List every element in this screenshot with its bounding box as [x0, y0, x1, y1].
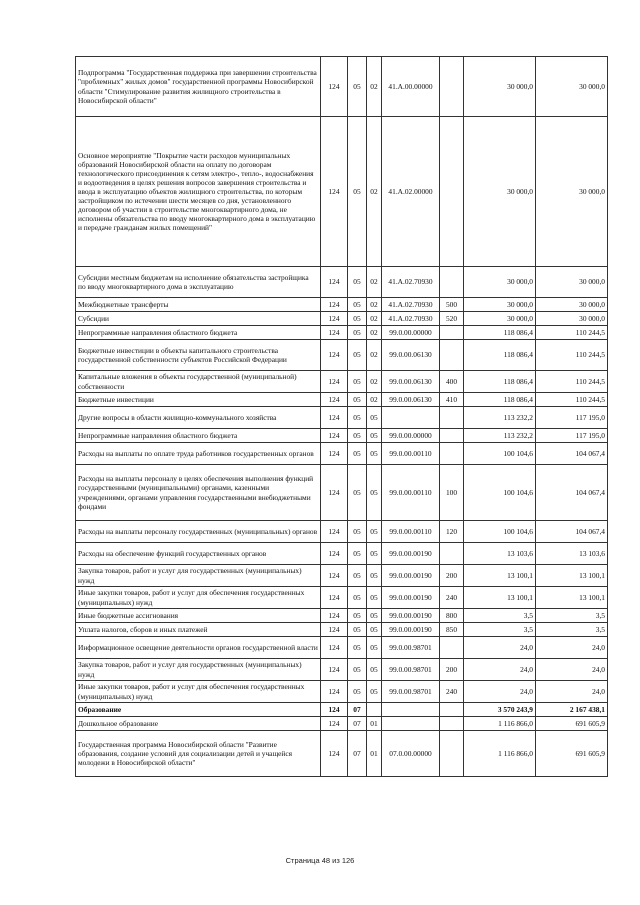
row-target-article: 99.0.00.00190: [382, 587, 440, 609]
row-name: Бюджетные инвестиции в объекты капитального строительства государственной собственности субъектов Российской Федерации: [76, 340, 321, 371]
row-name: Уплата налогов, сборов и иных платежей: [76, 623, 321, 637]
table-row: [76, 623, 608, 637]
row-sum-year1: 24,0: [464, 637, 536, 659]
row-expense-type: [440, 57, 464, 117]
row-name: Расходы на выплаты персоналу государственных (муниципальных) органов: [76, 521, 321, 543]
row-name: Непрограммные направления областного бюджета: [76, 326, 321, 340]
row-subsection: 05: [367, 623, 382, 637]
row-sum-year1: 113 232,2: [464, 429, 536, 443]
row-sum-year1: 24,0: [464, 659, 536, 681]
row-subsection: 02: [367, 117, 382, 267]
row-expense-type: [440, 117, 464, 267]
table-body: [76, 57, 608, 777]
row-expense-type: 200: [440, 659, 464, 681]
table-row: [76, 521, 608, 543]
row-subsection: 02: [367, 312, 382, 326]
row-expense-type: [440, 443, 464, 465]
row-expense-type: [440, 703, 464, 717]
row-section: 05: [348, 407, 367, 429]
row-target-article: [382, 407, 440, 429]
row-expense-type: 240: [440, 587, 464, 609]
table-row: [76, 407, 608, 429]
row-sum-year2: 2 167 438,1: [536, 703, 608, 717]
row-name: Субсидии местным бюджетам на исполнение обязательства застройщика по вводу многоквартирного дома в эксплуатацию: [76, 267, 321, 298]
table-row: [76, 371, 608, 393]
table-row: [76, 659, 608, 681]
row-target-article: 99.0.00.00190: [382, 623, 440, 637]
row-subsection: 02: [367, 267, 382, 298]
row-sum-year2: 104 067,4: [536, 465, 608, 521]
row-section: 05: [348, 659, 367, 681]
row-sum-year1: 1 116 866,0: [464, 731, 536, 777]
row-sum-year1: 3,5: [464, 609, 536, 623]
row-sum-year2: 13 100,1: [536, 565, 608, 587]
row-name: Субсидии: [76, 312, 321, 326]
row-sum-year2: 117 195,0: [536, 407, 608, 429]
row-sum-year2: 30 000,0: [536, 57, 608, 117]
row-name: Закупка товаров, работ и услуг для государственных (муниципальных) нужд: [76, 565, 321, 587]
table-row: [76, 267, 608, 298]
row-subsection: 05: [367, 429, 382, 443]
row-name: Основное мероприятие "Покрытие части расходов муниципальных образований Новосибирской области на оплату по договорам технологического присоединения к сетям электро-, тепло-, водоснабжения и водоотведения в целях решения вопросов завершения строительства и ввода в эксплуатацию объектов жилищного строительства, по которым застройщиком по истечении шести месяцев со дня, установленного договором об участии в строительстве многоквартирного дома, не исполнены обязательства по вводу многоквартирного дома в эксплуатацию и передаче гражданам жилых помещений": [76, 117, 321, 267]
row-section: 05: [348, 393, 367, 407]
row-sum-year2: 104 067,4: [536, 521, 608, 543]
row-section: 05: [348, 117, 367, 267]
row-subsection: 05: [367, 465, 382, 521]
table-row: [76, 465, 608, 521]
row-sum-year1: 30 000,0: [464, 312, 536, 326]
row-sum-year1: 100 104,6: [464, 521, 536, 543]
row-subsection: 05: [367, 407, 382, 429]
row-section: 07: [348, 717, 367, 731]
row-name: Межбюджетные трансферты: [76, 298, 321, 312]
table-row: [76, 117, 608, 267]
row-grbs: 124: [321, 717, 348, 731]
row-subsection: [367, 703, 382, 717]
row-name: Иные закупки товаров, работ и услуг для обеспечения государственных (муниципальных) нужд: [76, 681, 321, 703]
row-section: 05: [348, 312, 367, 326]
row-section: 05: [348, 681, 367, 703]
row-section: 05: [348, 326, 367, 340]
row-grbs: 124: [321, 267, 348, 298]
row-sum-year1: 100 104,6: [464, 443, 536, 465]
row-sum-year2: 30 000,0: [536, 267, 608, 298]
row-sum-year2: 110 244,5: [536, 340, 608, 371]
row-expense-type: 400: [440, 371, 464, 393]
row-target-article: 99.0.00.98701: [382, 681, 440, 703]
row-section: 05: [348, 565, 367, 587]
row-target-article: 99.0.00.06130: [382, 393, 440, 407]
row-grbs: 124: [321, 587, 348, 609]
table-row: [76, 717, 608, 731]
row-target-article: 41.A.02.70930: [382, 312, 440, 326]
table-row: [76, 637, 608, 659]
table-row: [76, 443, 608, 465]
row-sum-year1: 118 086,4: [464, 326, 536, 340]
row-subsection: 05: [367, 565, 382, 587]
row-sum-year1: 113 232,2: [464, 407, 536, 429]
table-row: [76, 340, 608, 371]
row-name: Бюджетные инвестиции: [76, 393, 321, 407]
row-sum-year1: 13 100,1: [464, 587, 536, 609]
row-sum-year2: 30 000,0: [536, 298, 608, 312]
row-subsection: 02: [367, 326, 382, 340]
row-sum-year2: 24,0: [536, 637, 608, 659]
row-expense-type: 520: [440, 312, 464, 326]
row-subsection: 02: [367, 298, 382, 312]
row-section: 05: [348, 298, 367, 312]
row-expense-type: [440, 326, 464, 340]
row-subsection: 01: [367, 731, 382, 777]
row-section: 05: [348, 371, 367, 393]
row-target-article: 99.0.00.00000: [382, 429, 440, 443]
row-target-article: 99.0.00.00110: [382, 443, 440, 465]
row-sum-year1: 30 000,0: [464, 57, 536, 117]
table-row: [76, 681, 608, 703]
row-target-article: 99.0.00.00000: [382, 326, 440, 340]
row-expense-type: 120: [440, 521, 464, 543]
row-sum-year2: 30 000,0: [536, 117, 608, 267]
row-sum-year2: 691 605,9: [536, 731, 608, 777]
row-expense-type: [440, 543, 464, 565]
row-target-article: 99.0.00.00110: [382, 521, 440, 543]
row-name: Иные бюджетные ассигнования: [76, 609, 321, 623]
table-row: [76, 565, 608, 587]
row-target-article: 41.A.02.00000: [382, 117, 440, 267]
row-section: 05: [348, 465, 367, 521]
row-target-article: 07.0.00.00000: [382, 731, 440, 777]
row-target-article: 99.0.00.06130: [382, 371, 440, 393]
row-grbs: 124: [321, 443, 348, 465]
row-target-article: 41.A.02.70930: [382, 267, 440, 298]
row-target-article: 99.0.00.00190: [382, 543, 440, 565]
table-row: [76, 57, 608, 117]
row-sum-year1: 1 116 866,0: [464, 717, 536, 731]
row-expense-type: 410: [440, 393, 464, 407]
row-section: 05: [348, 429, 367, 443]
row-target-article: 99.0.00.00190: [382, 609, 440, 623]
table-row: [76, 609, 608, 623]
row-section: 05: [348, 57, 367, 117]
row-sum-year2: 110 244,5: [536, 326, 608, 340]
table-row: [76, 298, 608, 312]
row-expense-type: [440, 717, 464, 731]
row-grbs: 124: [321, 429, 348, 443]
row-expense-type: [440, 407, 464, 429]
row-target-article: 99.0.00.00190: [382, 565, 440, 587]
row-expense-type: [440, 267, 464, 298]
row-section: 05: [348, 609, 367, 623]
row-sum-year2: 110 244,5: [536, 371, 608, 393]
row-section: 05: [348, 637, 367, 659]
row-name: Образование: [76, 703, 321, 717]
row-grbs: 124: [321, 609, 348, 623]
table-row: [76, 587, 608, 609]
row-sum-year2: 24,0: [536, 681, 608, 703]
row-sum-year1: 30 000,0: [464, 117, 536, 267]
row-grbs: 124: [321, 465, 348, 521]
row-expense-type: 500: [440, 298, 464, 312]
row-expense-type: [440, 637, 464, 659]
row-subsection: 02: [367, 340, 382, 371]
row-name: Государственная программа Новосибирской области "Развитие образования, создание условий для социализации детей и учащейся молодежи в Новосибирской области": [76, 731, 321, 777]
row-grbs: 124: [321, 681, 348, 703]
row-subsection: 02: [367, 393, 382, 407]
row-grbs: 124: [321, 521, 348, 543]
row-grbs: 124: [321, 543, 348, 565]
page-number: Страница 48 из 126: [285, 856, 355, 865]
row-subsection: 01: [367, 717, 382, 731]
row-expense-type: 800: [440, 609, 464, 623]
row-grbs: 124: [321, 340, 348, 371]
row-section: 05: [348, 443, 367, 465]
row-grbs: 124: [321, 731, 348, 777]
row-sum-year1: 118 086,4: [464, 340, 536, 371]
row-subsection: 05: [367, 587, 382, 609]
row-expense-type: [440, 340, 464, 371]
row-grbs: 124: [321, 393, 348, 407]
row-section: 05: [348, 267, 367, 298]
row-sum-year2: 30 000,0: [536, 312, 608, 326]
row-subsection: 05: [367, 443, 382, 465]
row-target-article: [382, 717, 440, 731]
table-row: [76, 312, 608, 326]
table-row: [76, 703, 608, 717]
row-name: Капитальные вложения в объекты государственной (муниципальной) собственности: [76, 371, 321, 393]
table-row: [76, 326, 608, 340]
row-sum-year2: 13 103,6: [536, 543, 608, 565]
row-subsection: 05: [367, 521, 382, 543]
row-name: Информационное освещение деятельности органов государственной власти: [76, 637, 321, 659]
row-name: Дошкольное образование: [76, 717, 321, 731]
row-sum-year2: 110 244,5: [536, 393, 608, 407]
row-grbs: 124: [321, 371, 348, 393]
row-target-article: 99.0.00.98701: [382, 637, 440, 659]
row-sum-year2: 104 067,4: [536, 443, 608, 465]
row-sum-year2: 117 195,0: [536, 429, 608, 443]
row-expense-type: [440, 731, 464, 777]
row-target-article: 41.A.00.00000: [382, 57, 440, 117]
row-subsection: 05: [367, 543, 382, 565]
row-target-article: 99.0.00.98701: [382, 659, 440, 681]
row-sum-year2: 3,5: [536, 609, 608, 623]
row-sum-year2: 3,5: [536, 623, 608, 637]
row-sum-year1: 13 100,1: [464, 565, 536, 587]
row-sum-year1: 30 000,0: [464, 298, 536, 312]
row-grbs: 124: [321, 659, 348, 681]
row-section: 05: [348, 543, 367, 565]
row-name: Другие вопросы в области жилищно-коммунального хозяйства: [76, 407, 321, 429]
row-sum-year1: 118 086,4: [464, 371, 536, 393]
row-sum-year1: 3,5: [464, 623, 536, 637]
row-target-article: [382, 703, 440, 717]
row-sum-year1: 13 103,6: [464, 543, 536, 565]
row-name: Иные закупки товаров, работ и услуг для обеспечения государственных (муниципальных) нужд: [76, 587, 321, 609]
row-target-article: 41.A.02.70930: [382, 298, 440, 312]
row-grbs: 124: [321, 57, 348, 117]
row-expense-type: 240: [440, 681, 464, 703]
row-name: Закупка товаров, работ и услуг для государственных (муниципальных) нужд: [76, 659, 321, 681]
row-name: Расходы на выплаты по оплате труда работников государственных органов: [76, 443, 321, 465]
row-subsection: 05: [367, 637, 382, 659]
row-grbs: 124: [321, 703, 348, 717]
row-sum-year1: 30 000,0: [464, 267, 536, 298]
table-row: [76, 731, 608, 777]
table-row: [76, 393, 608, 407]
row-name: Непрограммные направления областного бюджета: [76, 429, 321, 443]
row-subsection: 02: [367, 371, 382, 393]
row-section: 05: [348, 340, 367, 371]
row-grbs: 124: [321, 623, 348, 637]
table-row: [76, 429, 608, 443]
row-name: Расходы на обеспечение функций государственных органов: [76, 543, 321, 565]
row-grbs: 124: [321, 117, 348, 267]
row-sum-year2: 13 100,1: [536, 587, 608, 609]
row-section: 05: [348, 623, 367, 637]
row-sum-year1: 100 104,6: [464, 465, 536, 521]
row-target-article: 99.0.00.06130: [382, 340, 440, 371]
row-grbs: 124: [321, 407, 348, 429]
row-section: 05: [348, 521, 367, 543]
row-section: 05: [348, 587, 367, 609]
row-sum-year1: 118 086,4: [464, 393, 536, 407]
budget-table: [75, 56, 608, 777]
row-grbs: 124: [321, 312, 348, 326]
row-name: Подпрограмма "Государственная поддержка при завершении строительства "проблемных" жилых домов" государственной программы Новосибирской области "Стимулирование развития жилищного строительства в Новосибирской области": [76, 57, 321, 117]
row-section: 07: [348, 731, 367, 777]
row-expense-type: [440, 429, 464, 443]
row-name: Расходы на выплаты персоналу в целях обеспечения выполнения функций государственными (муниципальными) органами, казенными учреждениями, органами управления государственными внебюджетными фондами: [76, 465, 321, 521]
row-expense-type: 850: [440, 623, 464, 637]
row-sum-year2: 691 605,9: [536, 717, 608, 731]
row-grbs: 124: [321, 326, 348, 340]
row-target-article: 99.0.00.00110: [382, 465, 440, 521]
row-expense-type: 200: [440, 565, 464, 587]
row-grbs: 124: [321, 565, 348, 587]
row-grbs: 124: [321, 298, 348, 312]
row-subsection: 02: [367, 57, 382, 117]
row-subsection: 05: [367, 659, 382, 681]
row-section: 07: [348, 703, 367, 717]
row-sum-year1: 24,0: [464, 681, 536, 703]
row-subsection: 05: [367, 609, 382, 623]
table-row: [76, 543, 608, 565]
row-subsection: 05: [367, 681, 382, 703]
row-expense-type: 100: [440, 465, 464, 521]
row-grbs: 124: [321, 637, 348, 659]
row-sum-year1: 3 570 243,9: [464, 703, 536, 717]
row-sum-year2: 24,0: [536, 659, 608, 681]
